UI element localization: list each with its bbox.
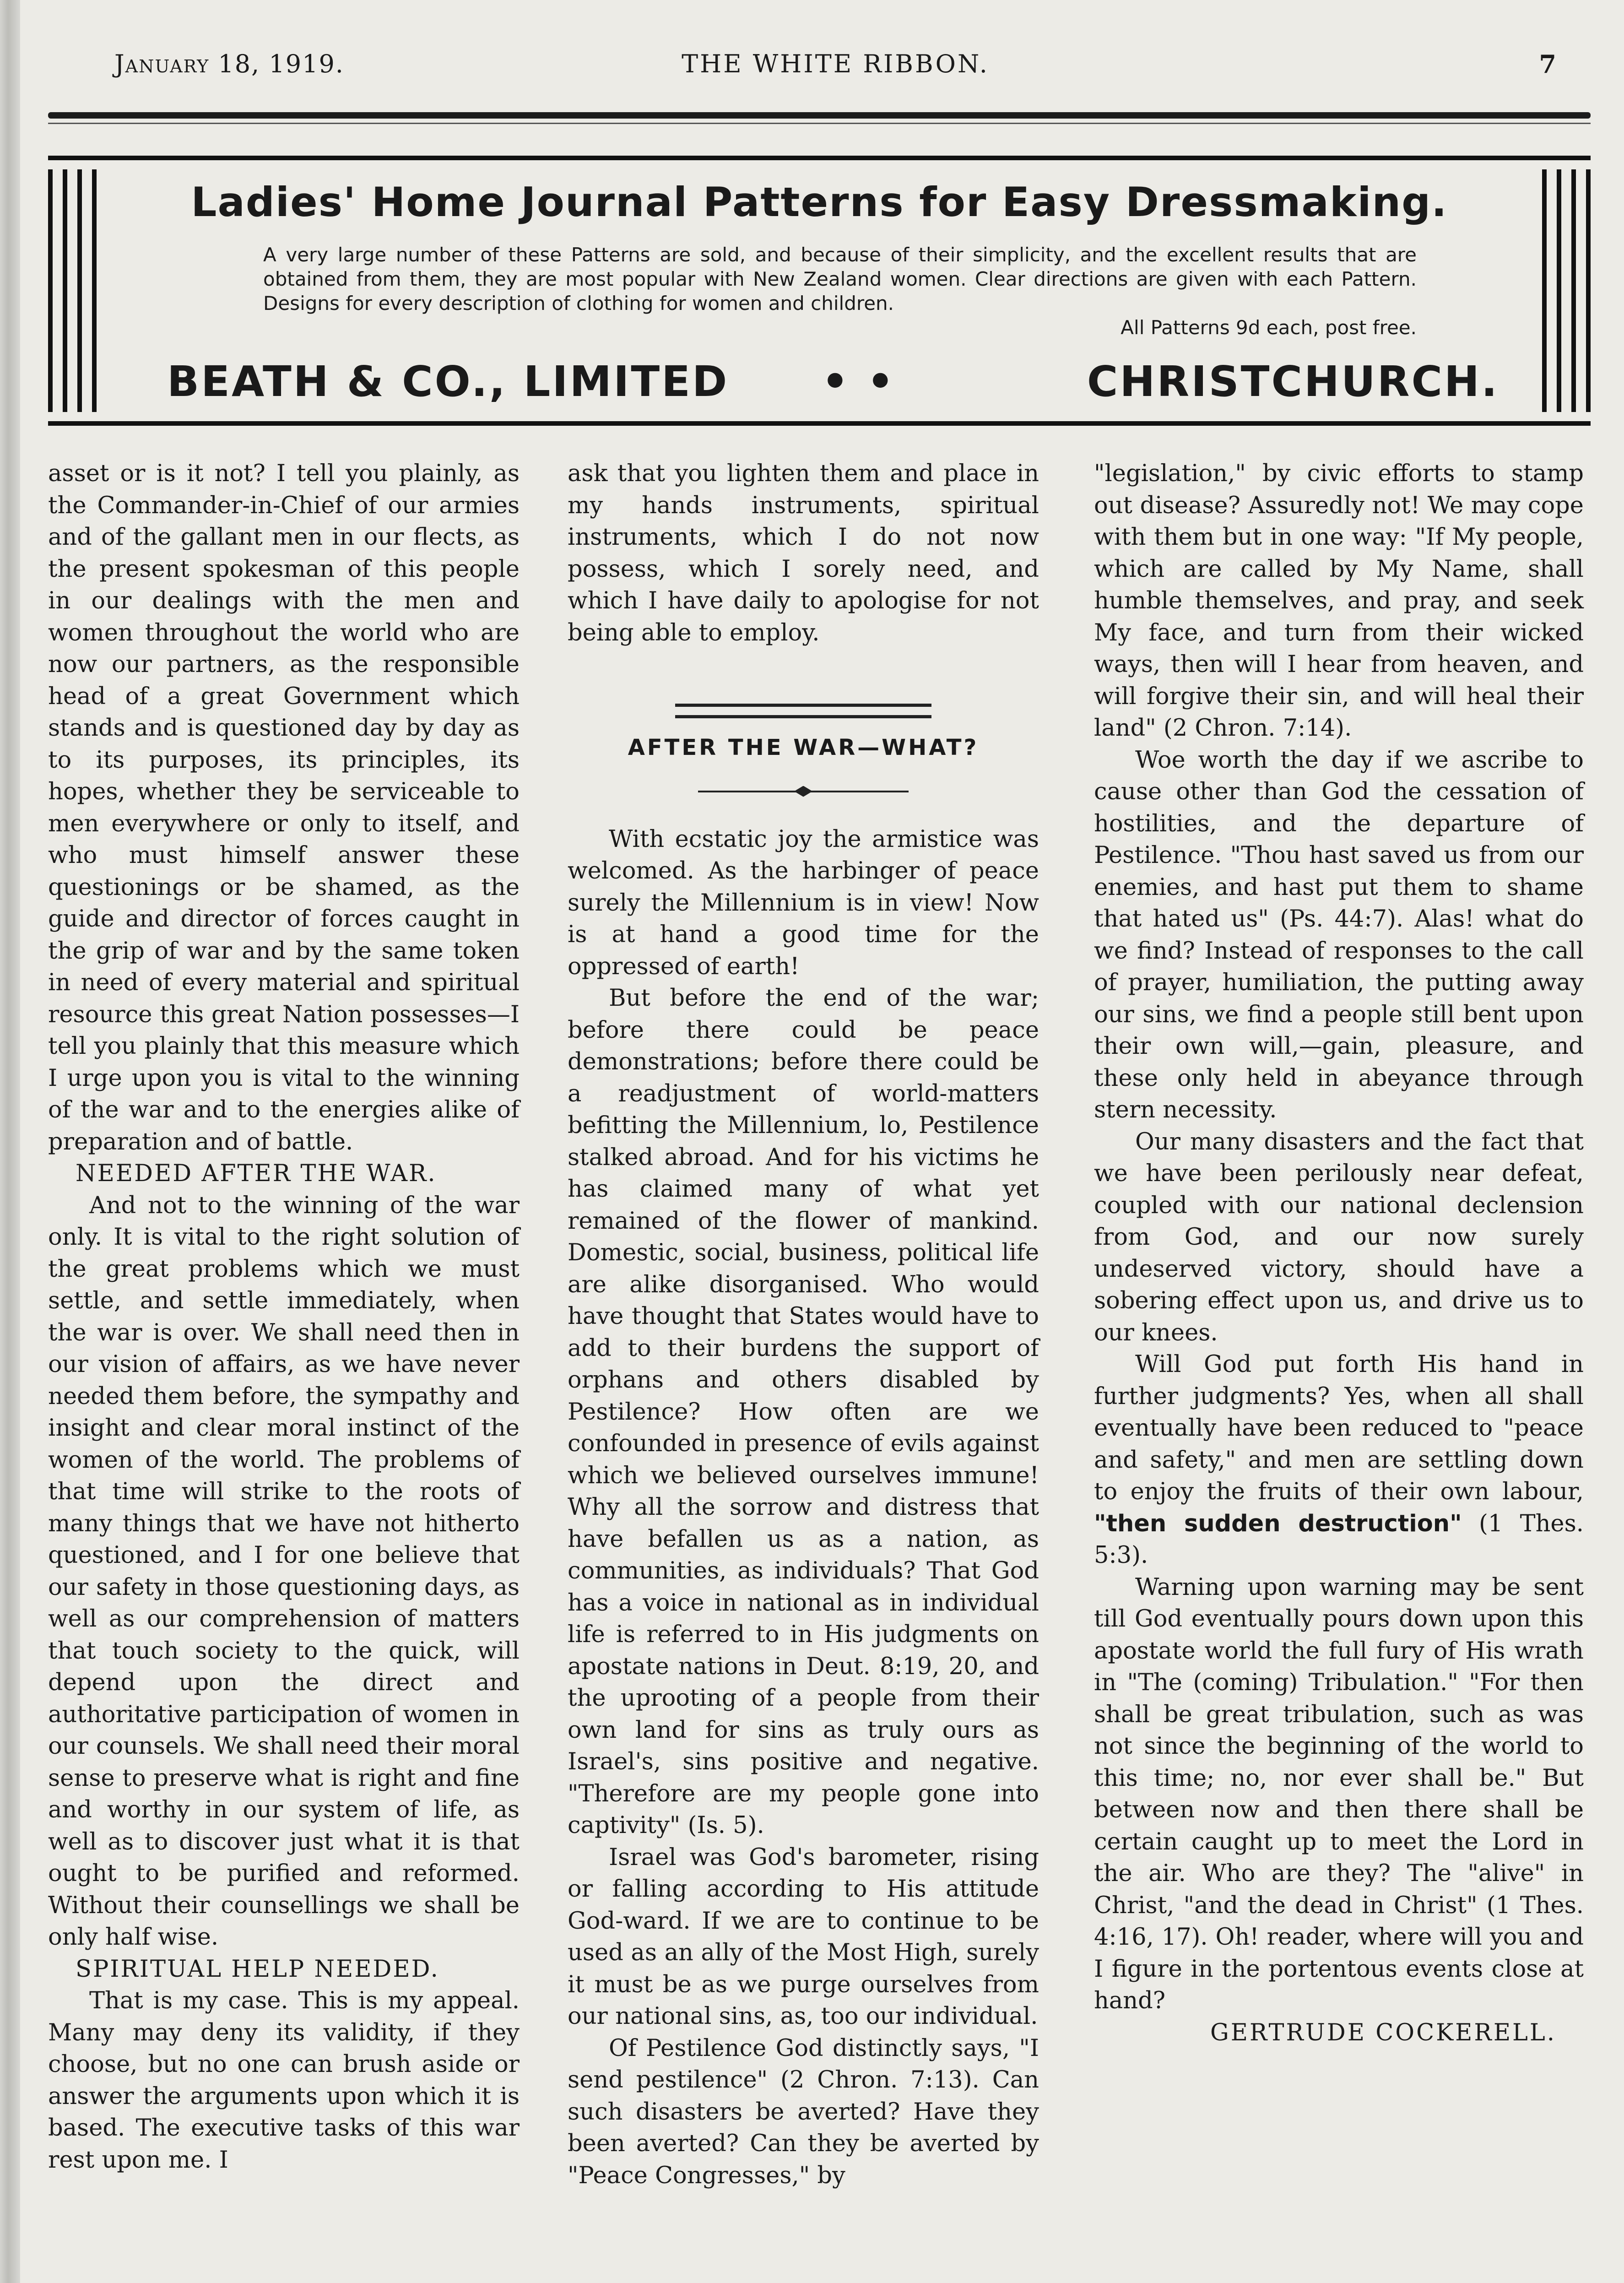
column-3 — [1094, 458, 1584, 2049]
header-rule-thin — [48, 123, 1591, 124]
page-binding-edge — [0, 0, 20, 2283]
paragraph-text: Will God put forth His hand in further judgments? Yes, when all shall eventually have been reduced to "peace and safety," and men are settling down to enjoy the fruits of their own labour, — [1094, 1351, 1584, 1505]
ad-firm-name: BEATH & CO., LIMITED — [167, 357, 729, 406]
paragraph: Our many disasters and the fact that we have been perilously near defeat, coupled with our national declension from God, and our now surely undeserved victory, should have a sobering effect upon us, and drive us to our knees. — [1094, 1128, 1584, 1346]
paragraph: And not to the winning of the war only. It is vital to the right solution of the great problems which we must settle, and settle immediately, when the war is over. We shall need then in our vision of affairs, as we have never needed them before, the sympathy and insight and clear moral instinct of the women of the world. The problems of that time will strike to the roots of many things that we have not hitherto questioned, and I for one believe that our safety in those questioning days, as well as our comprehension of matters that touch society to the quick, will depend upon the direct and authoritative participation of women in our counsels. We shall need their moral sense to preserve what is right and fine and worthy in our system of life, as well as to discover just what it is that ought to be purified and reformed. Without their counsellings we shall be only half wise. — [48, 1192, 520, 1951]
ad-headline: Ladies' Home Journal Patterns for Easy Dressmaking. — [191, 179, 1448, 226]
paragraph: Woe worth the day if we ascribe to cause other than God the cessation of hostilities, and the departure of Pestilence. "Thou hast saved us from our enemies, and hast put them to shame that hated us" (Ps. 44:7). Alas! what do we find? Instead of responses to the call of prayer, humiliation, the putting away our sins, we find a people still bent upon their own will,—gain, pleasure, and these only held in abeyance through stern necessity. — [1094, 746, 1584, 1123]
ad-body-text: A very large number of these Patterns are sold, and because of their simplicity, and the excellent results that are obtained from them, they are most popular with New Zealand women. Clear directions are given with each Pattern. Designs for every description of clothing for women and children. — [263, 244, 1417, 315]
author-signature: GERTRUDE COCKERELL. — [1210, 2019, 1556, 2046]
ad-city: CHRISTCHURCH. — [1087, 357, 1499, 406]
column-1 — [48, 458, 520, 2176]
section-divider — [675, 704, 931, 718]
paragraph: "legislation," by civic efforts to stamp out disease? Assuredly not! We may cope with them but in one way: "If My people, which are called by My Name, shall humble themselves, and pray, and seek My face, and turn from their wicked ways, then will I hear from heaven, and will forgive their sin, and will heal their land" (2 Chron. 7:14). — [1094, 460, 1584, 742]
paragraph: asset or is it not? I tell you plainly, as the Commander-in-Chief of our armies and of the gallant men in our flects, as the present spokesman of this people in our dealings with the men and women throughout the world who are now our partners, as the responsible head of a great Government which stands and is questioned day by day as to its purposes, its principles, its hopes, whether they be serviceable to men everywhere or only to itself, and who must himself answer these questionings or be shamed, as the guide and director of forces caught in the grip of war and by the same token in need of every material and spiritual resource this great Nation possesses—I tell you plainly that this measure which I urge upon you is vital to the winning of the war and to the energies alike of preparation and of battle. — [48, 460, 520, 1155]
issue-date: January 18, 1919. — [114, 49, 344, 78]
article-title: AFTER THE WAR—WHAT? — [628, 735, 979, 760]
paragraph: ask that you lighten them and place in my hands instruments, spiritual instruments, which I do not now possess, which I sorely need, and which I have daily to apologise for not being able to employ. — [568, 460, 1039, 646]
column-2 — [568, 458, 1039, 2191]
advertisement-box — [48, 156, 1591, 426]
header-rule — [48, 112, 1591, 119]
ad-description — [263, 243, 1417, 340]
page-header — [114, 49, 1556, 86]
citation: (1 Thes. 5:3). — [1094, 1510, 1584, 1569]
paragraph: With ecstatic joy the armistice was welcomed. As the harbinger of peace surely the Millennium is in view! Now is at hand a good time for the oppressed of earth! — [568, 825, 1039, 980]
publication-title: THE WHITE RIBBON. — [682, 49, 989, 78]
subheading: SPIRITUAL HELP NEEDED. — [76, 1955, 439, 1983]
paragraph: That is my case. This is my appeal. Many may deny its validity, if they choose, but no one can brush aside or answer the arguments upon which it is based. The executive tasks of this war rest upon me. I — [48, 1987, 520, 2174]
ad-separator-dots: • • — [822, 357, 896, 406]
emphasis-text: "then sudden destruction" — [1094, 1510, 1462, 1537]
paragraph: But before the end of the war; before there could be peace demonstrations; before there could be a readjustment of world-matters befitting the Millennium, lo, Pestilence stalked abroad. And for his victims he has claimed many of what yet remained of the flower of mankind. Domestic, social, business, political life are alike disorganised. Who would have thought that States would have to add to their burdens the support of orphans and others disabled by Pestilence? How often are we confounded in presence of evils against which we believed ourselves immune! Why all the sorrow and distress that have befallen us as a nation, as communities, as individuals? That God has a voice in national as in individual life is referred to in His judgments on apostate nations in Deut. 8:19, 20, and the uprooting of a people from their own land for sins as truly ours as Israel's, sins positive and negative. "Therefore are my people gone into captivity" (Is. 5). — [568, 985, 1039, 1839]
paragraph — [1094, 1349, 1584, 1572]
ad-footer — [167, 357, 1499, 407]
paragraph: Warning upon warning may be sent till God eventually pours down upon this apostate world the full fury of His wrath in "The (coming) Tribulation." "For then shall be great tribulation, such as was not since the beginning of the world to this time; no, nor ever shall be." But between now and then there shall be certain caught up to meet the Lord in the air. Who are they? The "alive" in Christ, "and the dead in Christ" (1 Thes. 4:16, 17). Oh! reader, where will you and I figure in the portentous events close at hand? — [1094, 1573, 1584, 2014]
subheading: NEEDED AFTER THE WAR. — [76, 1160, 437, 1187]
paragraph: Of Pestilence God distinctly says, "I send pestilence" (2 Chron. 7:13). Can such disasters be averted? Have they been averted? Can they be averted by "Peace Congresses," by — [568, 2034, 1039, 2189]
page-number: 7 — [1539, 49, 1556, 79]
title-ornament — [698, 782, 909, 801]
paragraph: Israel was God's barometer, rising or falling according to His attitude God-ward. If we are to continue to be used as an ally of the Most High, surely it must be as we purge ourselves from our national sins, as, too our individual. — [568, 1844, 1039, 2030]
ad-price: All Patterns 9d each, post free. — [1121, 316, 1417, 339]
